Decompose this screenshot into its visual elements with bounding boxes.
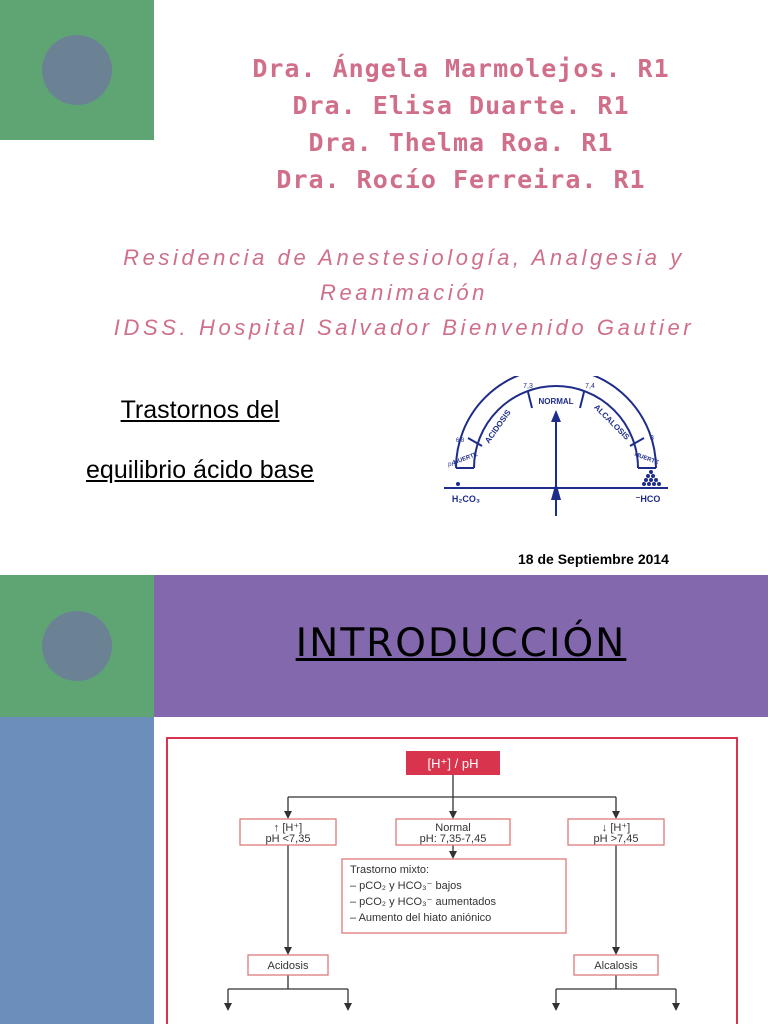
tick-68-label: 6,8: [455, 438, 465, 444]
gauge-alcalosis-label: ALCALOSIS: [592, 402, 632, 442]
tick-74-label: 7,4: [585, 383, 595, 390]
tick-74-line: [580, 392, 584, 408]
tick-73-line: [528, 392, 532, 408]
residency-line-3: IDSS. Hospital Salvador Bienvenido Gautier: [113, 315, 695, 340]
residency-line-1: Residencia de Anestesiología, Analgesia y: [123, 245, 685, 270]
residency-line-2: Reanimación: [319, 280, 488, 305]
flow-right-label-2: pH >7,45: [593, 833, 639, 845]
author-3: Dra. Thelma Roa. R1: [308, 128, 614, 157]
flow-mixed-item-3: – Aumento del hiato aniónico: [350, 912, 492, 924]
gauge-normal-label: NORMAL: [538, 397, 574, 406]
hco-weights-icon: [642, 470, 661, 486]
decor-circle: [42, 611, 112, 681]
presentation-date: 18 de Septiembre 2014: [518, 551, 669, 567]
ph-gauge-diagram: [444, 376, 668, 518]
flow-center-label-2: pH: 7,35-7,45: [419, 833, 487, 845]
flow-mixed-title: Trastorno mixto:: [350, 864, 430, 876]
author-4: Dra. Rocío Ferreira. R1: [276, 165, 646, 194]
gauge-acidosis-label: ACIDOSIS: [483, 408, 513, 445]
slide-heading: INTRODUCCIÓN: [295, 621, 627, 666]
presentation-title-line-2: equilibrio ácido base: [86, 456, 314, 484]
residency-info: [0, 240, 768, 345]
author-list: [154, 50, 768, 198]
gauge-muerte-left-label: MUERTE: [452, 451, 479, 467]
flow-top-label: [H⁺] / pH: [427, 756, 479, 771]
presentation-title-line-1: Trastornos del: [120, 396, 280, 424]
tick-73-label: 7,3: [523, 383, 533, 390]
gauge-hco-label: ⁻HCO: [635, 494, 661, 504]
flow-mixed-item-2: – pCO₂ y HCO₃⁻ aumentados: [350, 896, 497, 908]
gauge-h2co3-label: H₂CO₃: [451, 494, 481, 504]
flow-left-label-2: pH <7,35: [265, 833, 311, 845]
flow-right-label-1: ↓ [H⁺]: [601, 822, 631, 834]
needle-arrow-icon: [551, 410, 561, 422]
flow-acidosis-label: Acidosis: [267, 960, 309, 972]
tick-8-label: 8: [650, 435, 654, 442]
decor-circle: [42, 35, 112, 105]
fulcrum-icon: [551, 482, 561, 500]
author-2: Dra. Elisa Duarte. R1: [292, 91, 630, 120]
decor-blue-column: [0, 717, 154, 1024]
gauge-muerte-right-label: MUERTE: [633, 451, 660, 467]
gauge-ph-label: pH: [448, 462, 456, 468]
flow-alcalosis-label: Alcalosis: [594, 960, 638, 972]
author-1: Dra. Ángela Marmolejos. R1: [252, 54, 670, 83]
flow-left-label-1: ↑ [H⁺]: [273, 822, 303, 834]
ph-flowchart: [166, 737, 738, 1024]
flow-mixed-item-1: – pCO₂ y HCO₃⁻ bajos: [350, 880, 462, 892]
introduction-slide: [0, 575, 768, 1024]
flow-center-label-1: Normal: [435, 822, 471, 834]
